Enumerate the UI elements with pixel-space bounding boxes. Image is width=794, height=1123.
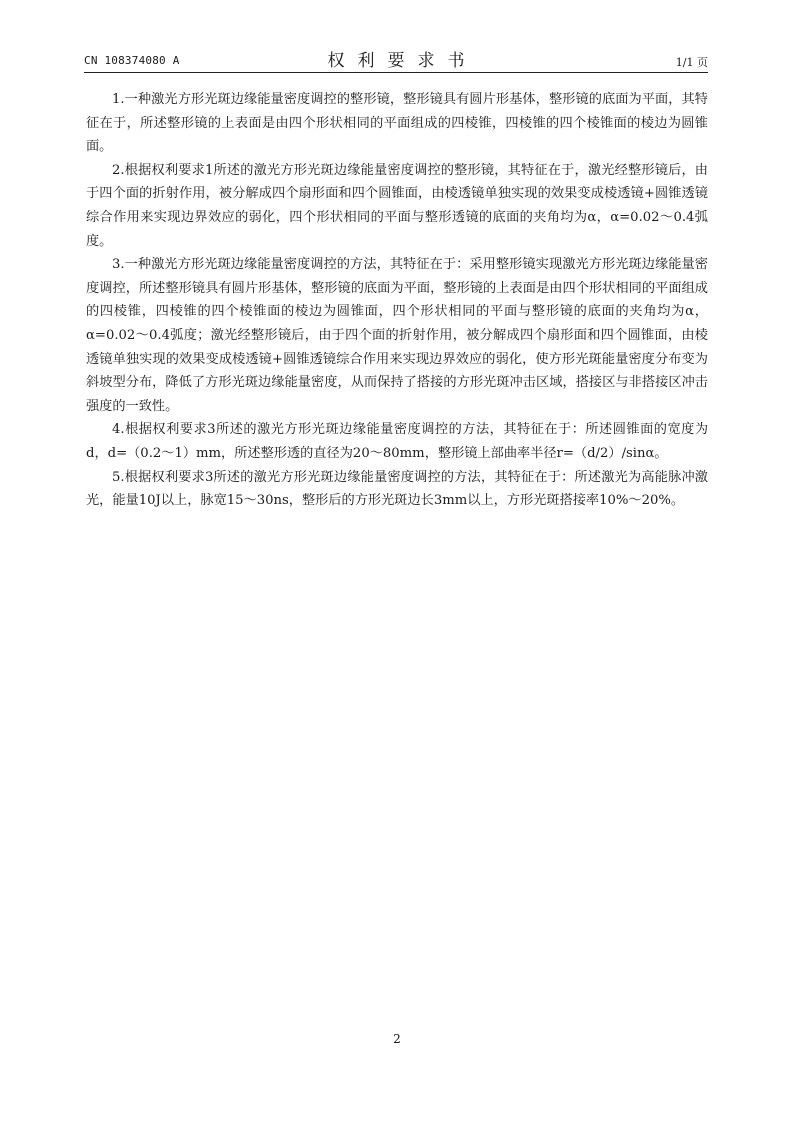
claim-4: 4.根据权利要求3所述的激光方形光斑边缘能量密度调控的方法，其特征在于：所述圆锥面的宽度为d，d=（0.2～1）mm，所述整形透的直径为20～80mm，整形镜上部曲率半径r=（d/2）/sinα。 <box>86 422 708 461</box>
claim-1: 1.一种激光方形光斑边缘能量密度调控的整形镜，整形镜具有圆片形基体，整形镜的底面为平面，其特征在于，所述整形镜的上表面是由四个形状相同的平面组成的四棱锥，四棱锥的四个棱锥面的棱边为圆锥面。 <box>86 92 708 155</box>
claim-5: 5.根据权利要求3所述的激光方形光斑边缘能量密度调控的方法，其特征在于：所述激光为高能脉冲激光，能量10J以上，脉宽15～30ns，整形后的方形光斑边长3mm以上，方形光斑搭接率10%～20%。 <box>86 469 708 509</box>
claims-body <box>86 88 708 513</box>
claim-3: 3.一种激光方形光斑边缘能量密度调控的方法，其特征在于：采用整形镜实现激光方形光斑边缘能量密度调控，所述整形镜具有圆片形基体，整形镜的底面为平面，整形镜的上表面是由四个形状相同的平面组成的四棱锥，四棱锥的四个棱锥面的棱边为圆锥面，四个形状相同的平面与整形镜的底面的夹角均为α，α=0.02～0.4弧度；激光经整形镜后，由于四个面的折射作用，被分解成四个扇形面和四个圆锥面，由棱透镜单独实现的效果变成棱透镜+圆锥透镜综合作用来实现边界效应的弱化，使方形光斑能量密度分布变为斜坡型分布，降低了方形光斑边缘能量密度，从而保持了搭接的方形光斑冲击区域，搭接区与非搭接区冲击强度的一致性。 <box>86 257 708 414</box>
document-title: 权利要求书 <box>327 51 478 71</box>
header-divider <box>84 72 708 73</box>
page-header <box>84 44 708 70</box>
claim-2: 2.根据权利要求1所述的激光方形光斑边缘能量密度调控的整形镜，其特征在于，激光经整形镜后，由于四个面的折射作用，被分解成四个扇形面和四个圆锥面，由棱透镜单独实现的效果变成棱透镜+圆锥透镜综合作用来实现边界效应的弱化，四个形状相同的平面与整形透镜的底面的夹角均为α，α=0.02～0.4弧度。 <box>86 162 708 249</box>
document-number: CN 108374080 A <box>84 54 180 67</box>
page-number: 2 <box>393 1032 401 1046</box>
page-indicator: 1/1 页 <box>675 56 708 69</box>
